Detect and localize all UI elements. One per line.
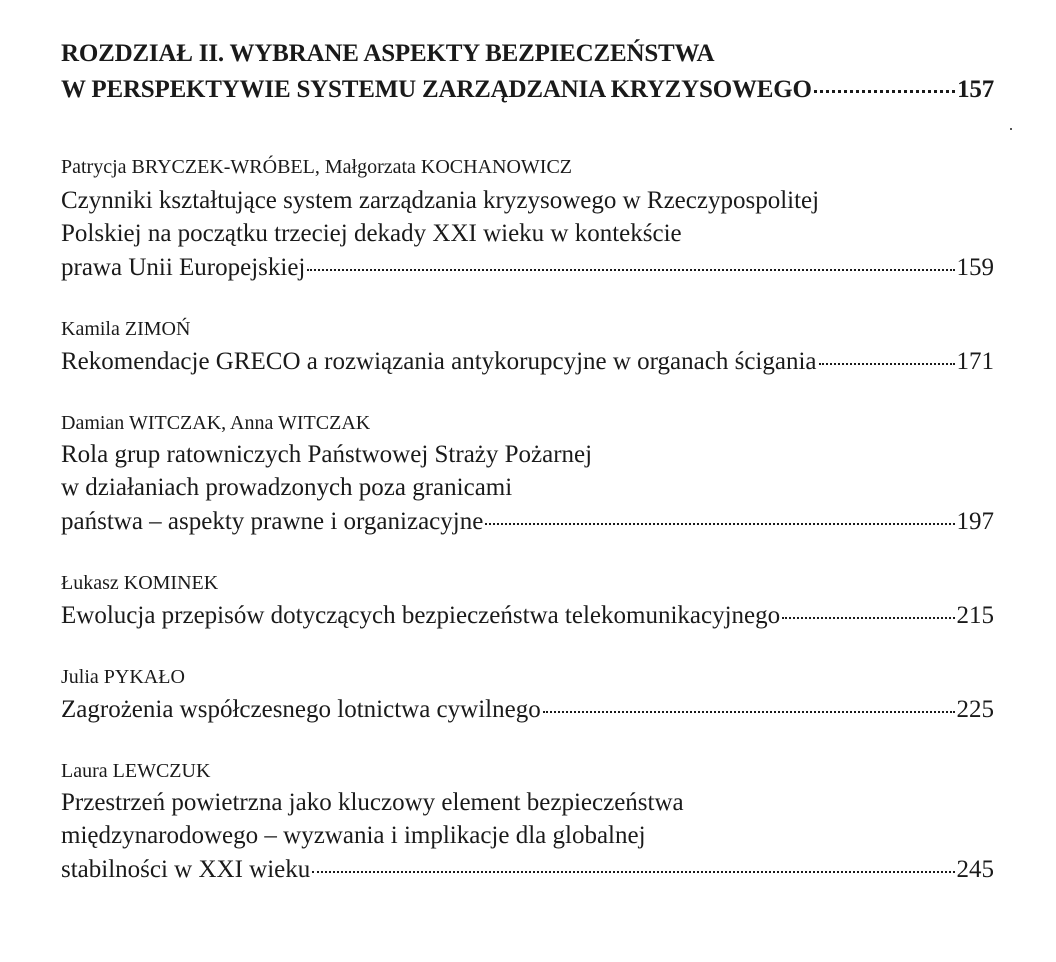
entry-title-line: Czynniki kształtujące system zarządzania kryzysowego w Rzeczypospolitej bbox=[61, 187, 820, 214]
entry-title-line: Rekomendacje GRECO a rozwiązania antykorupcyjne w organach ścigania bbox=[61, 348, 817, 375]
toc-entry bbox=[61, 570, 994, 632]
dot-leader bbox=[485, 504, 954, 529]
scan-speck bbox=[1010, 128, 1012, 130]
dot-leader bbox=[782, 598, 954, 623]
toc-entry bbox=[61, 664, 994, 726]
entry-page-number: 225 bbox=[956, 696, 994, 723]
entry-page-number: 171 bbox=[956, 348, 994, 375]
entry-authors: Damian WITCZAK, Anna WITCZAK bbox=[61, 412, 371, 434]
entry-page-number: 159 bbox=[956, 254, 994, 281]
chapter-title-line-2-row bbox=[61, 72, 994, 108]
entry-page-number: 245 bbox=[956, 856, 994, 883]
entry-title-line: w działaniach prowadzonych poza granicami bbox=[61, 474, 513, 501]
entry-title-line: państwa – aspekty prawne i organizacyjne bbox=[61, 508, 484, 535]
entry-title-line: Ewolucja przepisów dotyczących bezpieczeństwa telekomunikacyjnego bbox=[61, 602, 781, 629]
toc-entry bbox=[61, 154, 994, 284]
dot-leader bbox=[819, 344, 955, 369]
entry-authors: Julia PYKAŁO bbox=[61, 666, 185, 688]
entry-authors: Patrycja BRYCZEK-WRÓBEL, Małgorzata KOCHANOWICZ bbox=[61, 156, 573, 178]
entry-title-line: Przestrzeń powietrzna jako kluczowy element bezpieczeństwa bbox=[61, 789, 684, 816]
entry-authors: Kamila ZIMOŃ bbox=[61, 318, 191, 340]
entry-title-line: Rola grup ratowniczych Państwowej Straży Pożarnej bbox=[61, 441, 593, 468]
dot-leader bbox=[312, 852, 954, 877]
entry-title-last-row bbox=[61, 504, 994, 538]
entry-title-last-row bbox=[61, 692, 994, 726]
entry-title-line: prawa Unii Europejskiej bbox=[61, 254, 306, 281]
toc-entry bbox=[61, 758, 994, 886]
entry-title-line: Polskiej na początku trzeciej dekady XXI wieku w kontekście bbox=[61, 220, 682, 247]
entry-title-last-row bbox=[61, 250, 994, 284]
dot-leader bbox=[814, 72, 955, 97]
entry-page-number: 215 bbox=[956, 602, 994, 629]
chapter-title-line-1: ROZDZIAŁ II. WYBRANE ASPEKTY BEZPIECZEŃSTWA bbox=[61, 40, 715, 67]
dot-leader bbox=[307, 250, 954, 275]
entry-page-number: 197 bbox=[956, 508, 994, 535]
entry-title-last-row bbox=[61, 852, 994, 886]
entry-title-line: międzynarodowego – wyzwania i implikacje dla globalnej bbox=[61, 822, 646, 849]
entry-authors: Laura LEWCZUK bbox=[61, 760, 211, 782]
chapter-title-line-2: W PERSPEKTYWIE SYSTEMU ZARZĄDZANIA KRYZYSOWEGO bbox=[61, 76, 812, 103]
chapter-heading bbox=[61, 36, 994, 108]
toc-entry bbox=[61, 316, 994, 378]
entry-title-line: stabilności w XXI wieku bbox=[61, 856, 311, 883]
chapter-page-number: 157 bbox=[957, 76, 994, 103]
entry-title-line: Zagrożenia współczesnego lotnictwa cywilnego bbox=[61, 696, 541, 723]
entry-title-last-row bbox=[61, 598, 994, 632]
entry-authors: Łukasz KOMINEK bbox=[61, 572, 219, 594]
toc-entry bbox=[61, 410, 994, 538]
table-of-contents bbox=[61, 36, 994, 886]
entry-title-last-row bbox=[61, 344, 994, 378]
dot-leader bbox=[543, 692, 955, 717]
